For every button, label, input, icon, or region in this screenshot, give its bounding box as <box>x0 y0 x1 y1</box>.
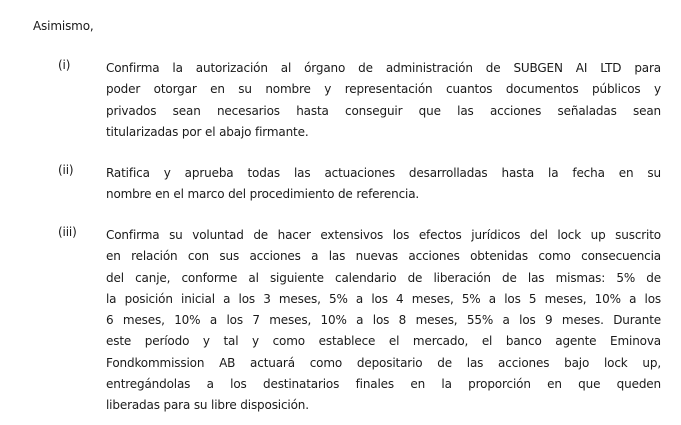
text-line: la posición inicial a los 3 meses, 5% a los 4 meses, 5% a los 5 meses, 10% a los <box>106 291 661 306</box>
text-line: Fondkommission AB actuará como depositario de las acciones bajo lock up, <box>106 355 661 370</box>
clause-label: (iii) <box>58 225 77 239</box>
clause-label: (i) <box>58 58 71 72</box>
intro-text: Asimismo, <box>33 19 94 33</box>
text-line: 6 meses, 10% a los 7 meses, 10% a los 8 meses, 55% a los 9 meses. Durante <box>106 313 661 328</box>
text-line: poder otorgar en su nombre y representación cuantos documentos públicos y <box>106 82 661 97</box>
text-line: Confirma la autorización al órgano de administración de SUBGEN AI LTD para <box>106 61 661 75</box>
text-line: en relación con sus acciones a las nuevas acciones obtenidas como consecuencia <box>106 249 661 264</box>
text-line: este período y tal y como establece el mercado, el banco agente Eminova <box>106 334 661 349</box>
text-line: titularizadas por el abajo firmante. <box>106 124 309 139</box>
text-line: nombre en el marco del procedimiento de referencia. <box>106 187 420 202</box>
clause-body <box>106 58 661 143</box>
text-line: privados sean necesarios hasta conseguir que las acciones señaladas sean <box>106 103 661 118</box>
text-line: Confirma su voluntad de hacer extensivos los efectos jurídicos del lock up suscrito <box>106 228 661 242</box>
text-line: entregándolas a los destinatarios finales en la proporción en que queden <box>106 377 661 392</box>
clause-body <box>106 163 661 206</box>
text-line: Ratifica y aprueba todas las actuaciones desarrolladas hasta la fecha en su <box>106 166 661 180</box>
clause-body <box>106 225 661 417</box>
clause-label: (ii) <box>58 163 74 177</box>
text-line: del canje, conforme al siguiente calendario de liberación de las mismas: 5% de <box>106 270 661 285</box>
text-line: liberadas para su libre disposición. <box>106 398 309 413</box>
